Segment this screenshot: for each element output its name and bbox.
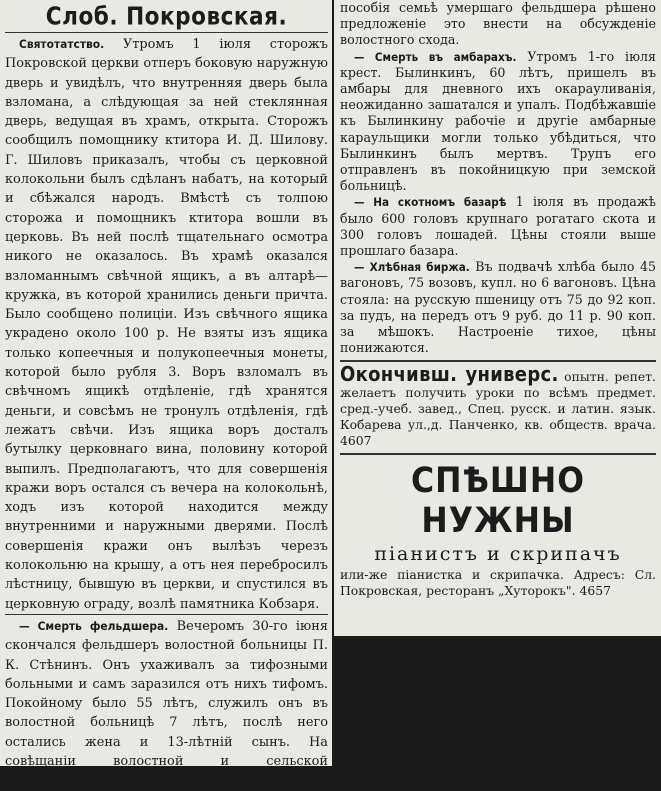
ad-text: опытн. репет. желаетъ получить уроки по всѣмъ предмет. сред.-учеб. завед., Спец. русск. и латин. язык. Кобарева ул.,д. Панченко, кв. обществ. врача. 4607 xyxy=(340,369,656,449)
article-text: Вечеромъ 30-го іюня скончался фельдшеръ волостной больницы П. К. Стѣнинъ. Онъ ухаживалъ за тифозными больными и самъ заразился отъ нихъ тифомъ. Покойному было 55 лѣтъ, служилъ онъ въ волостной больницѣ 7 лѣтъ, послѣ него остались жена и 13-лѣтній сынъ. На совѣщаніи волостной и сельской администраціи, объ оказаніи xyxy=(5,618,328,789)
article-title: — На скотномъ базарѣ xyxy=(354,195,507,210)
article-cattle-market xyxy=(340,194,656,259)
article-text: Въ подвачѣ хлѣба было 45 вагоновъ, 75 возовъ, купл. но 6 вагоновъ. Цѣна стояла: на русскую пшеницу отъ 75 до 92 коп. за пудъ, на передъ отъ 9 руб. до 11 р. 90 коп. за мѣшокъ. Настроеніе тихое, цѣны понижаются. xyxy=(340,259,656,356)
article-text: Утромъ 1-го іюля крест. Былинкинъ, 60 лѣтъ, пришелъ въ амбары для дневного ихъ окарауливанія, неожиданно зашатался и упалъ. Подбѣжавшіе къ Былинкину рабочіе и другіе амбарные караульщики могли только убѣдиться, что Былинкинъ былъ мертвъ. Трупъ его отправленъ въ покойницкую при земской больницѣ. xyxy=(340,48,656,194)
article-feldsher-death xyxy=(5,617,328,791)
article-sacrilege xyxy=(5,35,328,614)
ad-text: или-же піанистка и скрипачка. Адресъ: Сл. Покровская, ресторанъ „Хуторокъ". 4657 xyxy=(340,567,656,599)
scan-background xyxy=(334,636,661,766)
tutor-advertisement xyxy=(340,362,656,449)
article-title: — Смерть фельдшера. xyxy=(19,618,169,633)
musicians-advertisement xyxy=(340,461,656,599)
article-death-in-barns xyxy=(340,49,656,195)
article-text: 1 іюля въ продажѣ было 600 головъ крупнаго рогатаго скота и 300 головъ лошадей. Цѣны стояли выше прошлаго базара. xyxy=(340,194,656,259)
section-heading: Слоб. Покровская. xyxy=(45,1,288,31)
article-continuation: пособія семьѣ умершаго фельдшера рѣшено предложеніе это внести на обсужденіе волостного схода. xyxy=(340,0,656,48)
ad-subheading: піанистъ и скрипачъ xyxy=(374,543,622,566)
right-column xyxy=(334,0,661,636)
article-grain-exchange xyxy=(340,259,656,356)
article-title: — Хлѣбная биржа. xyxy=(354,260,470,275)
article-title: — Смерть въ амбарахъ. xyxy=(354,49,517,64)
ads-divider xyxy=(340,453,656,455)
article-text: Утромъ 1 іюля сторожъ Покровской церкви отперъ боковую наружную дверь и увидѣлъ, что внутренняя дверь была взломана, а слѣдующая за ней стеклянная дверь, ведущая въ храмъ, открыта. Сторожъ сообщилъ помощнику ктитора И. Д. Шилову. Г. Шиловъ приказалъ, чтобы съ церковной колокольни былъ сдѣланъ набатъ, на который и сбѣжался народъ. Вмѣстѣ съ толпою сторожа и помощникъ ктитора вошли въ церковь. Въ ней послѣ тщательнаго осмотра никого не оказалось. Въ храмѣ оказался взломаннымъ свѣчной ящикъ, а въ алтарѣ—кружка, въ которой хранились деньги причта. Было сообщено полиціи. Изъ свѣчного ящика украдено около 100 р. Не взяты изъ ящика только копеечныя и полукопеечныя монеты, которой было рубля 3. Воръ взломалъ въ свѣчномъ ящикѣ отдѣленіе, гдѣ хранятся деньги, и совсѣмъ не тронулъ отдѣленія, гдѣ лежатъ свѣчи. Изъ ящика воръ досталъ бутылку церковнаго вина, половину которой выпилъ. Предполагаютъ, что для совершенія кражи воръ остался съ вечера на колокольнѣ, ходъ изъ которой находится между внутренними и наружными дверями. Послѣ совершенія кражи онъ вылѣзъ черезъ колокольню на крышу, а отъ нея перебросилъ лѣстницу, бывшую въ церкви, и спустился въ церковную ограду, возлѣ памятника Кобзаря. xyxy=(5,37,328,612)
article-divider xyxy=(5,614,328,615)
ad-heading: СПѢШНО НУЖНЫ xyxy=(411,461,585,542)
article-title: Святотатство. xyxy=(19,37,105,51)
ad-heading: Окончивш. универс. xyxy=(340,362,559,387)
